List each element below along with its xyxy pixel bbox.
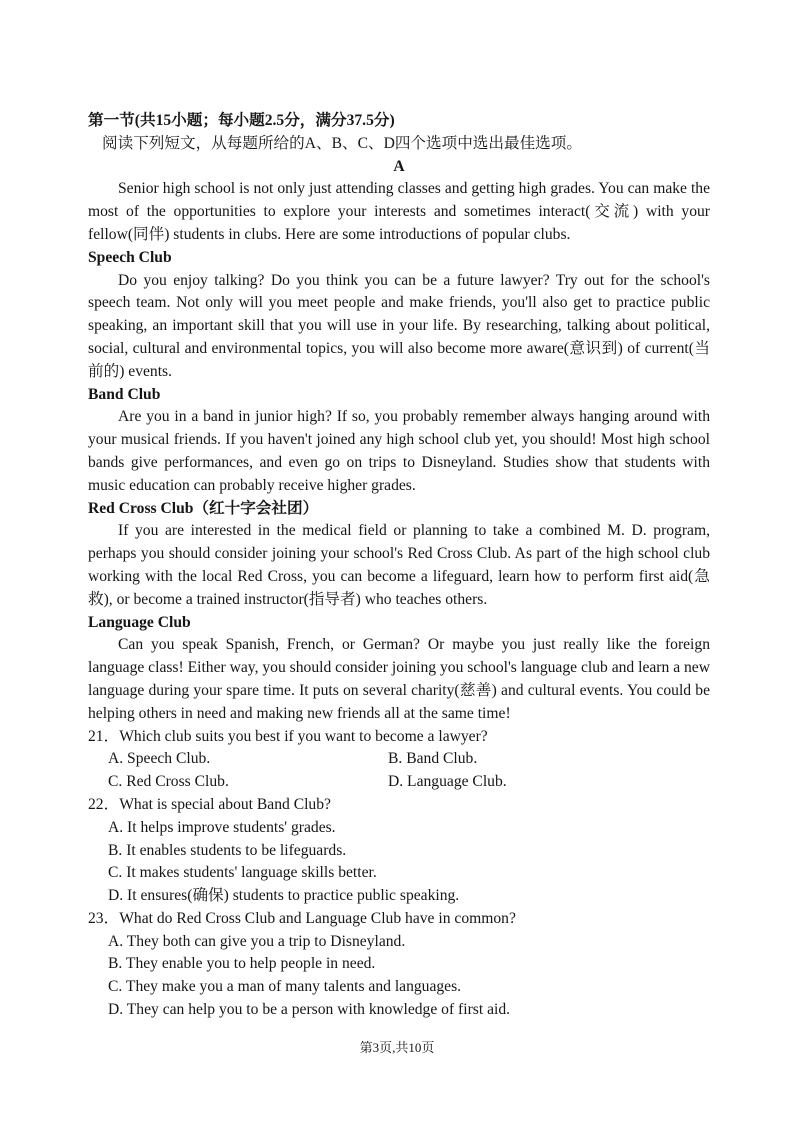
club-heading-band: Band Club xyxy=(88,385,161,403)
question-23 xyxy=(88,908,710,1022)
option-a: A. Speech Club. xyxy=(108,750,211,768)
passage-letter: A xyxy=(393,157,405,175)
question-options xyxy=(88,817,710,908)
question-stem: 22．What is special about Band Club? xyxy=(88,795,331,813)
club-text-speech: Do you enjoy talking? Do you think you can be a future lawyer? Try out for the school's speech team. Not only will you meet people and make friends, you'll also get to practice public speaking, an important skill that you will use in your life. By researching, talking about political, social, cultural and environmental topics, you will also become more aware(意识到) of current(当前的) events. xyxy=(88,271,710,380)
question-stem: 21．Which club suits you best if you want to become a lawyer? xyxy=(88,727,488,745)
option-b: B. They enable you to help people in need. xyxy=(108,955,376,973)
option-b: B. Band Club. xyxy=(388,750,478,768)
option-d: D. Language Club. xyxy=(388,773,507,791)
option-d: D. They can help you to be a person with knowledge of first aid. xyxy=(108,1001,511,1019)
question-stem: 23．What do Red Cross Club and Language Club have in common? xyxy=(88,909,516,927)
page-number: 第3页,共10页 xyxy=(359,1040,435,1055)
section-instruction: 阅读下列短文，从每题所给的A、B、C、D四个选项中选出最佳选项。 xyxy=(102,134,582,152)
page-content xyxy=(88,110,710,1022)
question-21 xyxy=(88,726,710,794)
club-heading-red-cross: Red Cross Club（红十字会社团） xyxy=(88,499,319,517)
question-22 xyxy=(88,794,710,908)
option-d: D. It ensures(确保) students to practice public speaking. xyxy=(108,887,460,905)
option-a: A. They both can give you a trip to Disneyland. xyxy=(108,932,406,950)
option-c: C. Red Cross Club. xyxy=(108,773,229,791)
club-text-red-cross: If you are interested in the medical field or planning to take a combined M. D. program, perhaps you should consider joining your school's Red Cross Club. As part of the high school club working with the local Red Cross, you can become a lifeguard, learn how to perform first aid(急救), or become a trained instructor(指导者) who teaches others. xyxy=(88,522,710,608)
club-text-language: Can you speak Spanish, French, or German? Or maybe you just really like the foreign language class! Either way, you should consider joining you school's language club and learn a new language during your spare time. It puts on several charity(慈善) and cultural events. You could be helping others in need and making new friends all at the same time! xyxy=(88,636,710,722)
section-title: 第一节(共15小题；每小题2.5分，满分37.5分) xyxy=(88,112,395,129)
club-text-band: Are you in a band in junior high? If so, you probably remember always hanging around with your musical friends. If you haven't joined any high school club yet, you should! Most high school bands give performances, and even go on trips to Disneyland. Studies show that students with music education can probably receive higher grades. xyxy=(88,408,710,494)
club-heading-language: Language Club xyxy=(88,613,191,631)
question-options xyxy=(88,931,710,1022)
passage-intro: Senior high school is not only just attending classes and getting high grades. You can make the most of the opportunities to explore your interests and sometimes interact(交流) with your fellow(同伴) students in clubs. Here are some introductions of popular clubs. xyxy=(88,180,710,243)
option-c: C. It makes students' language skills better. xyxy=(108,864,377,882)
option-b: B. It enables students to be lifeguards. xyxy=(108,841,347,859)
option-a: A. It helps improve students' grades. xyxy=(108,818,336,836)
club-heading-speech: Speech Club xyxy=(88,248,172,266)
question-options xyxy=(108,748,710,794)
option-c: C. They make you a man of many talents and languages. xyxy=(108,978,462,996)
